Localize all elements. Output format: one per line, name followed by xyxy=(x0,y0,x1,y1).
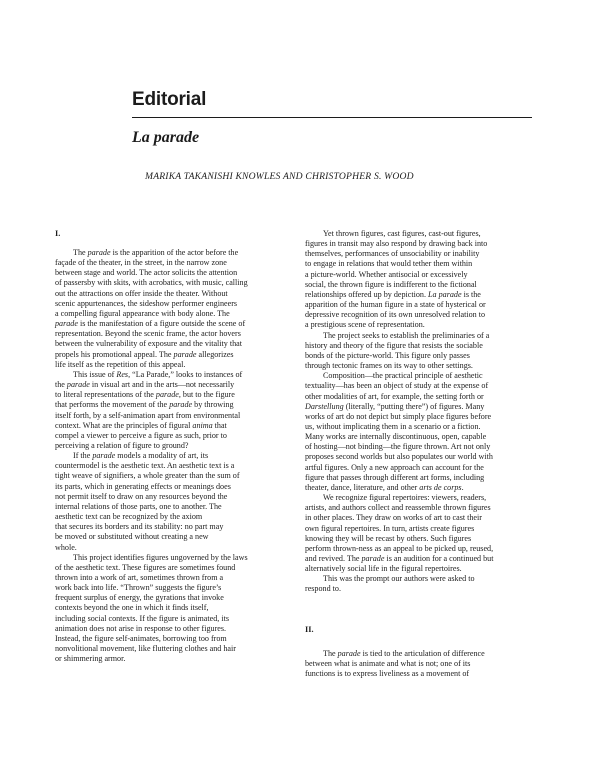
text-line xyxy=(55,563,283,573)
text-line xyxy=(305,564,533,574)
italic-text: La parade xyxy=(428,289,462,299)
text-run: scenic appurtenances, the sideshow performer engineers xyxy=(55,298,238,308)
text-run: apparition of the human figure in a state of hysterical or xyxy=(305,300,486,310)
text-line xyxy=(305,310,533,320)
text-run: in other places. They draw on works of art to cast their xyxy=(305,513,482,523)
text-line xyxy=(55,329,283,339)
text-run: itself forth, by a self-animation apart from environmental xyxy=(55,410,241,420)
text-line xyxy=(55,522,283,532)
text-line xyxy=(305,483,533,493)
article-authors: MARIKA TAKANISHI KNOWLES AND CHRISTOPHER S. WOOD xyxy=(145,171,414,182)
text-line xyxy=(305,554,533,564)
text-line xyxy=(305,351,533,361)
text-run: own figural repertoires. In turn, artists create figures xyxy=(305,523,475,533)
text-line xyxy=(305,669,533,679)
italic-text: parade xyxy=(55,319,78,329)
text-run: context. What are the principles of figural xyxy=(55,420,193,430)
text-run: . xyxy=(461,482,464,492)
text-line xyxy=(305,503,533,513)
text-run: by throwing xyxy=(192,400,234,410)
text-run: other modalities of art, for example, the setting forth or xyxy=(305,391,484,401)
text-line xyxy=(305,493,533,503)
text-run: and revived. The xyxy=(305,554,362,563)
text-run: bonds of the picture-world. This figure only passes xyxy=(305,350,470,360)
text-run: the xyxy=(55,380,67,390)
text-run: work back into life. “Thrown” suggests the figure’s xyxy=(55,583,222,593)
paragraph xyxy=(55,248,283,370)
text-run: us, without implicating them in a scenario or a fiction. xyxy=(305,421,481,431)
text-line xyxy=(55,502,283,512)
text-run: proposes second worlds but also populates our world with xyxy=(305,452,493,462)
text-run: a prestigious scene of representation. xyxy=(305,320,425,330)
text-run: alternatively social life in the figural repertoires. xyxy=(305,564,462,574)
text-line xyxy=(305,534,533,544)
text-line xyxy=(55,411,283,421)
paragraph xyxy=(55,451,283,553)
text-line xyxy=(55,654,283,664)
text-run: is the apparition of the actor before the xyxy=(110,248,239,257)
text-line xyxy=(55,461,283,471)
text-line xyxy=(55,258,283,268)
text-run: not permit itself to draw on any resources beyond the xyxy=(55,491,228,501)
article-title: La parade xyxy=(132,129,200,146)
text-run: in visual art and in the arts—not necessarily xyxy=(89,380,235,390)
paragraph xyxy=(55,370,283,451)
italic-text: parade xyxy=(169,400,193,410)
text-run: a picture-world. Whether antisocial or excessively xyxy=(305,269,468,279)
text-line xyxy=(55,390,283,400)
text-line xyxy=(305,361,533,371)
text-run: works of art do not depict but simply place figures before xyxy=(305,411,492,421)
text-line xyxy=(55,492,283,502)
text-run: a compelling figural appearance with body alone. The xyxy=(55,308,230,318)
text-line xyxy=(305,239,533,249)
text-run: of hosting—not binding—the figure thrown. Art not only xyxy=(305,442,491,452)
section-heading-1: I. xyxy=(55,229,61,238)
text-run: between what is animate and what is not; one of its xyxy=(305,658,471,668)
right-column-section2-body xyxy=(305,649,533,679)
text-line xyxy=(305,300,533,310)
text-line xyxy=(305,422,533,432)
text-run: to engage in relations that would tether them within xyxy=(305,259,473,269)
text-run: between stage and world. The actor solicits the attention xyxy=(55,268,238,278)
text-line xyxy=(55,543,283,553)
text-line xyxy=(305,432,533,442)
text-run: Composition—the practical principle of aesthetic xyxy=(323,371,483,381)
text-run: knowing they will be recast by others. Such figures xyxy=(305,533,472,543)
text-run: that xyxy=(212,420,227,430)
text-run: respond to. xyxy=(305,584,341,594)
text-run: (literally, “putting there”) of figures. Many xyxy=(343,401,485,411)
text-run: The project seeks to establish the preliminaries of a xyxy=(323,330,490,340)
text-line xyxy=(55,350,283,360)
text-run: is the xyxy=(461,289,481,299)
right-column-body xyxy=(305,229,533,595)
text-line xyxy=(55,634,283,644)
text-line xyxy=(55,248,283,258)
text-run: The xyxy=(73,248,88,257)
text-line xyxy=(305,259,533,269)
text-line xyxy=(305,270,533,280)
paragraph xyxy=(305,229,533,331)
text-run: This project identifies figures ungoverned by the laws xyxy=(73,552,248,562)
text-line xyxy=(305,452,533,462)
text-run: models a modality of art, its xyxy=(115,451,209,461)
italic-text: parade xyxy=(66,380,90,390)
text-run: themselves, performances of unsociability or inability xyxy=(305,249,480,259)
text-line xyxy=(55,339,283,349)
text-line xyxy=(305,584,533,594)
text-run: countermodel is the aesthetic text. An aesthetic text is a xyxy=(55,461,235,471)
italic-text: Darstellung xyxy=(305,401,344,411)
text-line xyxy=(55,583,283,593)
text-line xyxy=(305,290,533,300)
italic-text: parade xyxy=(337,648,361,658)
text-line xyxy=(305,229,533,239)
text-line xyxy=(55,593,283,603)
text-run: propels his promotional appeal. The xyxy=(55,349,174,359)
text-line xyxy=(55,532,283,542)
text-run: including social contexts. If the figure is animated, its xyxy=(55,613,229,623)
text-line xyxy=(305,649,533,659)
text-run: be moved or substituted without creating a new xyxy=(55,532,209,542)
text-line xyxy=(305,463,533,473)
text-run: or shimmering armor. xyxy=(55,654,126,664)
text-run: allegorizes xyxy=(196,349,234,359)
text-line xyxy=(55,380,283,390)
italic-text: Res xyxy=(116,369,129,379)
text-run: We recognize figural repertoires: viewers, readers, xyxy=(323,493,487,503)
text-run: thrown into a work of art, sometimes thrown from a xyxy=(55,573,224,582)
text-run: textuality—has been an object of study at the expense of xyxy=(305,381,489,391)
text-run: If the xyxy=(73,451,93,461)
text-line xyxy=(305,412,533,422)
header-rule xyxy=(132,117,532,118)
text-line xyxy=(55,370,283,380)
text-run: depressive recognition of its own unresolved relation to xyxy=(305,310,486,320)
text-line xyxy=(305,280,533,290)
paragraph xyxy=(55,553,283,665)
text-line xyxy=(55,553,283,563)
text-run: compel a viewer to perceive a figure as such, prior to xyxy=(55,430,227,440)
text-run: is the manifestation of a figure outside the scene of xyxy=(77,319,246,329)
paragraph xyxy=(305,371,533,493)
text-run: perceiving a relation of figure to ground? xyxy=(55,440,189,450)
text-run: tight weave of signifiers, a whole greater than the sum of xyxy=(55,471,240,481)
text-line xyxy=(55,603,283,613)
text-line xyxy=(55,644,283,654)
text-line xyxy=(305,402,533,412)
text-run: figure that passes through different art forms, including xyxy=(305,472,485,482)
text-run: to literal representations of the xyxy=(55,390,156,400)
text-run: history and theory of the figure that resists the sociable xyxy=(305,340,483,350)
text-run: This issue of xyxy=(73,369,117,379)
text-line xyxy=(305,473,533,483)
italic-text: parade xyxy=(155,390,179,400)
text-line xyxy=(55,421,283,431)
text-run: representation. Beyond the scenic frame, the actor hovers xyxy=(55,329,241,339)
text-line xyxy=(305,392,533,402)
text-run: whole. xyxy=(55,542,77,552)
text-run: aesthetic text can be recognized by the axiom xyxy=(55,512,203,522)
text-line xyxy=(305,659,533,669)
text-run: nonvolitional movement, like fluttering clothes and hair xyxy=(55,644,236,654)
text-run: figures in transit may also respond by drawing back into xyxy=(305,239,488,249)
text-line xyxy=(55,471,283,481)
text-line xyxy=(55,431,283,441)
text-line xyxy=(305,331,533,341)
text-line xyxy=(305,524,533,534)
text-line xyxy=(55,400,283,410)
text-run: frequent surplus of energy, the gyrations that invoke xyxy=(55,593,224,603)
text-run: internal relations of those parts, one to another. The xyxy=(55,501,222,511)
text-line xyxy=(305,442,533,452)
text-line xyxy=(305,341,533,351)
text-line xyxy=(55,268,283,278)
text-run: its parts, which in generating effects or meanings does xyxy=(55,481,231,491)
text-run: artists, and authors collect and reassemble thrown figures xyxy=(305,503,491,513)
paragraph xyxy=(305,649,533,679)
italic-text: arts de corps xyxy=(419,482,462,492)
text-run: theater, dance, literature, and other xyxy=(305,482,420,492)
text-line xyxy=(305,544,533,554)
text-run: relationships offered up by depiction. xyxy=(305,289,429,299)
text-run: social, the thrown figure is indifferent to the fictional xyxy=(305,279,477,289)
text-run: animation does not arise in response to other figures. xyxy=(55,623,227,633)
text-run: that secures its borders and its stability: no part may xyxy=(55,522,224,532)
text-run: artful figures. Only a new approach can account for the xyxy=(305,462,484,472)
text-run: of the aesthetic text. These figures are sometimes found xyxy=(55,562,236,572)
text-line xyxy=(55,278,283,288)
paragraph xyxy=(305,331,533,372)
text-line xyxy=(305,249,533,259)
left-column xyxy=(55,229,283,664)
text-run: that performs the movement of the xyxy=(55,400,170,410)
text-line xyxy=(305,381,533,391)
text-line xyxy=(55,319,283,329)
italic-text: parade xyxy=(361,554,385,563)
text-line xyxy=(55,614,283,624)
section-heading-2: II. xyxy=(305,624,314,634)
text-run: out the attractions on offer inside the theater. Without xyxy=(55,288,228,298)
text-run: , but to the figure xyxy=(178,390,235,400)
text-line xyxy=(55,573,283,583)
section-header-editorial: Editorial xyxy=(132,89,207,110)
text-run: of passersby with skits, with acrobatics, with music, calling xyxy=(55,278,248,288)
text-line xyxy=(55,441,283,451)
text-run: through tectonic frames on its way to other settings. xyxy=(305,361,473,371)
text-run: contexts beyond the one in which it finds itself, xyxy=(55,603,209,613)
text-run: Many works are internally discontinuous, open, capable xyxy=(305,432,487,442)
text-run: The xyxy=(323,648,338,658)
italic-text: parade xyxy=(173,349,197,359)
text-run: façade of the theater, in the street, in the narrow zone xyxy=(55,258,227,268)
paragraph xyxy=(305,574,533,594)
text-run: functions is to express liveliness as a movement of xyxy=(305,668,470,678)
italic-text: anima xyxy=(192,420,213,430)
left-column-body xyxy=(55,248,283,664)
text-line xyxy=(55,299,283,309)
text-line xyxy=(55,512,283,522)
text-run: , “La Parade,” looks to instances of xyxy=(128,369,243,379)
text-line xyxy=(55,289,283,299)
text-line xyxy=(55,482,283,492)
text-line xyxy=(305,320,533,330)
text-run: perform thrown-ness as an appeal to be picked up, reused, xyxy=(305,543,494,553)
text-run: This was the prompt our authors were asked to xyxy=(323,574,475,584)
text-line xyxy=(305,513,533,523)
italic-text: parade xyxy=(87,248,111,257)
text-line xyxy=(55,624,283,634)
text-run: Yet thrown figures, cast figures, cast-out figures, xyxy=(323,229,481,238)
text-line xyxy=(55,451,283,461)
italic-text: parade xyxy=(92,451,116,461)
text-run: is an audition for a continued but xyxy=(384,554,494,563)
text-run: between the vulnerability of exposure and the vitality that xyxy=(55,339,242,349)
text-run: life itself as the repetition of this appeal. xyxy=(55,359,186,369)
text-line xyxy=(305,371,533,381)
paragraph xyxy=(305,493,533,574)
text-run: is tied to the articulation of difference xyxy=(360,648,485,658)
right-column xyxy=(305,229,533,679)
text-line xyxy=(55,309,283,319)
text-run: Instead, the figure self-animates, borrowing too from xyxy=(55,633,227,643)
text-line xyxy=(305,574,533,584)
text-line xyxy=(55,360,283,370)
